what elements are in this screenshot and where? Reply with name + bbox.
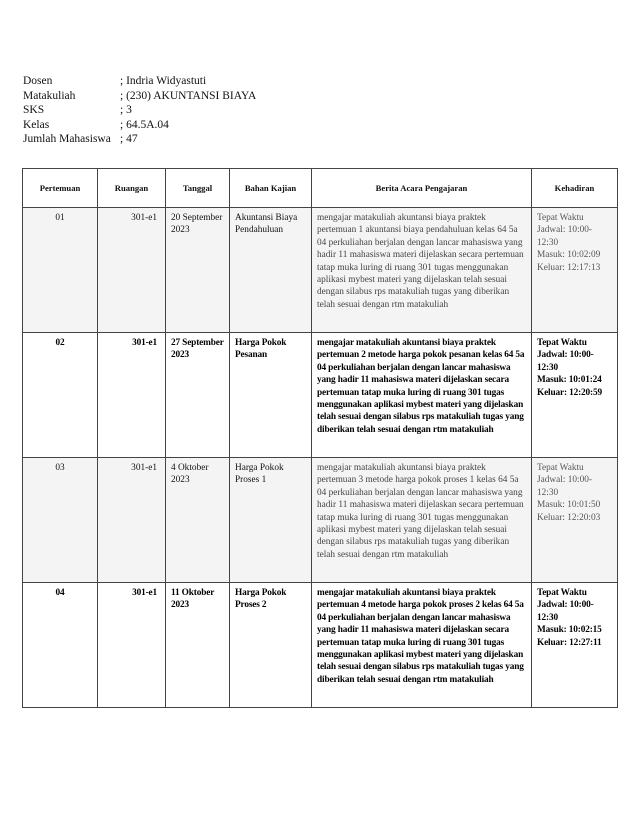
kehadiran-keluar: Keluar: 12:17:13 (537, 262, 601, 273)
cell-kehadiran (532, 333, 618, 458)
course-info (23, 74, 256, 147)
kehadiran-status: Tepat Waktu (537, 588, 587, 598)
kelas-value: ; 64.5A.04 (120, 118, 169, 131)
kehadiran-status: Tepat Waktu (537, 338, 587, 348)
cell-berita-acara: mengajar matakuliah akuntansi biaya praktek pertemuan 1 akuntansi biaya pendahuluan kelas 64 5a 04 perkuliahan berjalan dengan lancar mahasiswa yang hadir 11 mahasiswa materi dijelaskan secara pertemuan tatap muka luring di ruang 301 tugas menggunakan aplikasi mybest materi yang dijelaskan telah sesuai dengan silabus rps matakuliah tugas yang diberikan telah sesuai dengan rtm matakuliah (312, 208, 532, 333)
cell-ruangan: 301-e1 (98, 208, 166, 333)
cell-tanggal: 11 Oktober 2023 (166, 583, 230, 708)
header-kehadiran: Kehadiran (532, 169, 618, 208)
cell-berita-acara: mengajar matakuliah akuntansi biaya praktek pertemuan 4 metode harga pokok proses 2 kelas 64 5a 04 perkuliahan berjalan dengan lancar mahasiswa yang hadir 11 mahasiswa materi dijelaskan secara pertemuan tatap muka luring di ruang 301 tugas menggunakan aplikasi mybest materi yang dijelaskan telah sesuai dengan silabus rps matakuliah tugas yang diberikan telah sesuai dengan rtm matakuliah (312, 583, 532, 708)
cell-pertemuan: 04 (23, 583, 98, 708)
cell-bahan-kajian: Akuntansi Biaya Pendahuluan (230, 208, 312, 333)
kehadiran-keluar: Keluar: 12:20:59 (537, 387, 602, 398)
table-row (23, 208, 618, 333)
cell-pertemuan: 03 (23, 458, 98, 583)
kehadiran-masuk: Masuk: 10:02:15 (537, 625, 602, 636)
table-row (23, 583, 618, 708)
cell-kehadiran (532, 583, 618, 708)
header-pertemuan: Pertemuan (23, 169, 98, 208)
jumlah-mahasiswa-value: ; 47 (120, 133, 138, 145)
matakuliah-value: ; (230) AKUNTANSI BIAYA (120, 89, 257, 102)
jumlah-mahasiswa-row (23, 132, 256, 147)
cell-ruangan: 301-e1 (98, 333, 166, 458)
kehadiran-masuk: Masuk: 10:02:09 (537, 250, 601, 261)
kehadiran-keluar: Keluar: 12:27:11 (537, 637, 602, 648)
header-ruangan: Ruangan (98, 169, 166, 208)
attendance-table-wrapper (22, 168, 617, 708)
cell-ruangan: 301-e1 (98, 583, 166, 708)
matakuliah-row (23, 89, 256, 104)
table-header-row (23, 169, 618, 208)
kehadiran-jadwal: Jadwal: 10:00-12:30 (537, 600, 594, 623)
cell-tanggal: 20 September 2023 (166, 208, 230, 333)
jumlah-mahasiswa-label: Jumlah Mahasiswa (23, 133, 111, 145)
cell-bahan-kajian: Harga Pokok Proses 1 (230, 458, 312, 583)
table-row (23, 458, 618, 583)
header-berita-acara: Berita Acara Pengajaran (312, 169, 532, 208)
kehadiran-masuk: Masuk: 10:01:50 (537, 500, 601, 511)
dosen-value: ; Indria Widyastuti (120, 75, 207, 87)
cell-kehadiran (532, 458, 618, 583)
sks-label: SKS (23, 104, 45, 116)
attendance-table (22, 168, 618, 708)
kelas-label: Kelas (23, 118, 50, 131)
header-bahan-kajian: Bahan Kajian (230, 169, 312, 208)
cell-berita-acara: mengajar matakuliah akuntansi biaya praktek pertemuan 3 metode harga pokok proses 1 kelas 64 5a 04 perkuliahan berjalan dengan lancar mahasiswa yang hadir 11 mahasiswa materi dijelaskan secara pertemuan tatap muka luring di ruang 301 tugas menggunakan aplikasi mybest materi yang dijelaskan telah sesuai dengan silabus rps matakuliah tugas yang diberikan telah sesuai dengan rtm matakuliah (312, 458, 532, 583)
cell-berita-acara: mengajar matakuliah akuntansi biaya praktek pertemuan 2 metode harga pokok pesanan kelas 64 5a 04 perkuliahan berjalan dengan lancar mahasiswa yang hadir 11 mahasiswa materi dijelaskan secara pertemuan tatap muka luring di ruang 301 tugas menggunakan aplikasi mybest materi yang dijelaskan telah sesuai dengan silabus rps matakuliah tugas yang diberikan telah sesuai dengan rtm matakuliah (312, 333, 532, 458)
sks-value: ; 3 (120, 104, 132, 116)
cell-bahan-kajian: Harga Pokok Proses 2 (230, 583, 312, 708)
dosen-label: Dosen (23, 75, 53, 87)
sks-row (23, 103, 256, 118)
kehadiran-jadwal: Jadwal: 10:00-12:30 (537, 475, 592, 498)
dosen-row (23, 74, 256, 89)
table-row (23, 333, 618, 458)
kehadiran-status: Tepat Waktu (537, 463, 584, 473)
cell-kehadiran (532, 208, 618, 333)
cell-pertemuan: 02 (23, 333, 98, 458)
cell-pertemuan: 01 (23, 208, 98, 333)
cell-ruangan: 301-e1 (98, 458, 166, 583)
matakuliah-label: Matakuliah (23, 89, 76, 102)
cell-tanggal: 4 Oktober 2023 (166, 458, 230, 583)
kehadiran-jadwal: Jadwal: 10:00-12:30 (537, 350, 594, 373)
cell-bahan-kajian: Harga Pokok Pesanan (230, 333, 312, 458)
kehadiran-masuk: Masuk: 10:01:24 (537, 375, 602, 386)
header-tanggal: Tanggal (166, 169, 230, 208)
kelas-row (23, 118, 256, 133)
kehadiran-jadwal: Jadwal: 10:00-12:30 (537, 225, 592, 248)
kehadiran-keluar: Keluar: 12:20:03 (537, 512, 601, 523)
cell-tanggal: 27 September 2023 (166, 333, 230, 458)
kehadiran-status: Tepat Waktu (537, 213, 584, 223)
